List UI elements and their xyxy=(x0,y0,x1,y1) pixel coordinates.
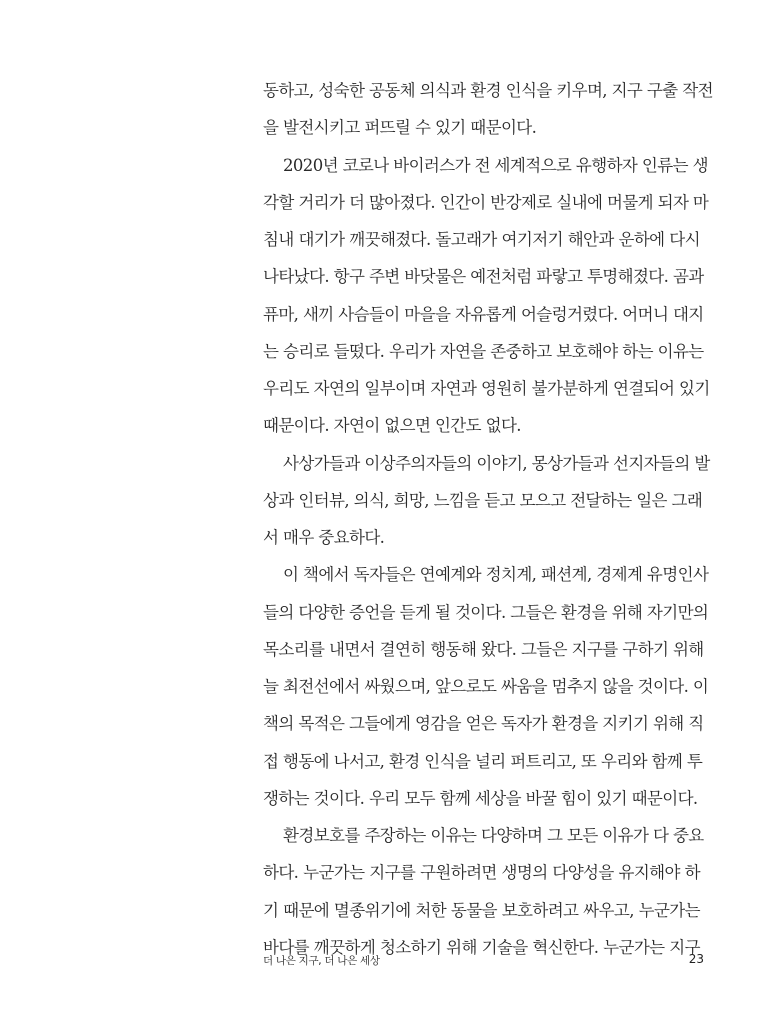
text-line: 2020년 코로나 바이러스가 전 세계적으로 유행하자 인류는 생 xyxy=(283,156,708,175)
page-number: 23 xyxy=(688,952,704,966)
text-line: 쟁하는 것이다. 우리 모두 함께 세상을 바꿀 힘이 있기 때문이다. xyxy=(263,789,698,808)
text-line: 하다. 누군가는 지구를 구원하려면 생명의 다양성을 유지해야 하 xyxy=(263,863,700,882)
text-line: 서 매우 중요하다. xyxy=(263,528,385,547)
text-line: 책의 목적은 그들에게 영감을 얻은 독자가 환경을 지키기 위해 직 xyxy=(263,714,704,733)
text-line: 들의 다양한 증언을 듣게 될 것이다. 그들은 환경을 위해 자기만의 xyxy=(263,603,709,622)
text-line: 목소리를 내면서 결연히 행동해 왔다. 그들은 지구를 구하기 위해 xyxy=(263,640,704,659)
text-line: 사상가들과 이상주의자들의 이야기, 몽상가들과 선지자들의 발 xyxy=(283,454,710,473)
text-line: 퓨마, 새끼 사슴들이 마을을 자유롭게 어슬렁거렸다. 어머니 대지 xyxy=(263,305,704,324)
text-line: 때문이다. 자연이 없으면 인간도 없다. xyxy=(263,416,521,435)
running-footer-title: 더 나은 지구, 더 나은 세상 xyxy=(263,955,380,967)
text-line: 늘 최전선에서 싸웠으며, 앞으로도 싸움을 멈추지 않을 것이다. 이 xyxy=(263,677,709,696)
text-line: 접 행동에 나서고, 환경 인식을 널리 퍼트리고, 또 우리와 함께 투 xyxy=(263,752,703,771)
text-line: 우리도 자연의 일부이며 자연과 영원히 불가분하게 연결되어 있기 xyxy=(263,379,710,398)
text-line: 을 발전시키고 퍼뜨릴 수 있기 때문이다. xyxy=(263,118,537,137)
text-line: 각할 거리가 더 많아졌다. 인간이 반강제로 실내에 머물게 되자 마 xyxy=(263,193,709,212)
text-line: 동하고, 성숙한 공동체 의식과 환경 인식을 키우며, 지구 구출 작전 xyxy=(263,81,713,100)
text-line: 기 때문에 멸종위기에 처한 동물을 보호하려고 싸우고, 누군가는 xyxy=(263,901,700,920)
text-line: 상과 인터뷰, 의식, 희망, 느낌을 듣고 모으고 전달하는 일은 그래 xyxy=(263,491,703,510)
text-line: 침내 대기가 깨끗해졌다. 돌고래가 여기저기 해안과 운하에 다시 xyxy=(263,230,700,249)
text-line: 환경보호를 주장하는 이유는 다양하며 그 모든 이유가 다 중요 xyxy=(283,826,704,845)
text-line: 나타났다. 항구 주변 바닷물은 예전처럼 파랗고 투명해졌다. 곰과 xyxy=(263,267,704,286)
text-line: 이 책에서 독자들은 연예계와 정치계, 패션계, 경제계 유명인사 xyxy=(283,565,709,584)
text-line: 바다를 깨끗하게 청소하기 위해 기술을 혁신한다. 누군가는 지구 xyxy=(263,938,700,957)
text-line: 는 승리로 들떴다. 우리가 자연을 존중하고 보호해야 하는 이유는 xyxy=(263,342,704,361)
